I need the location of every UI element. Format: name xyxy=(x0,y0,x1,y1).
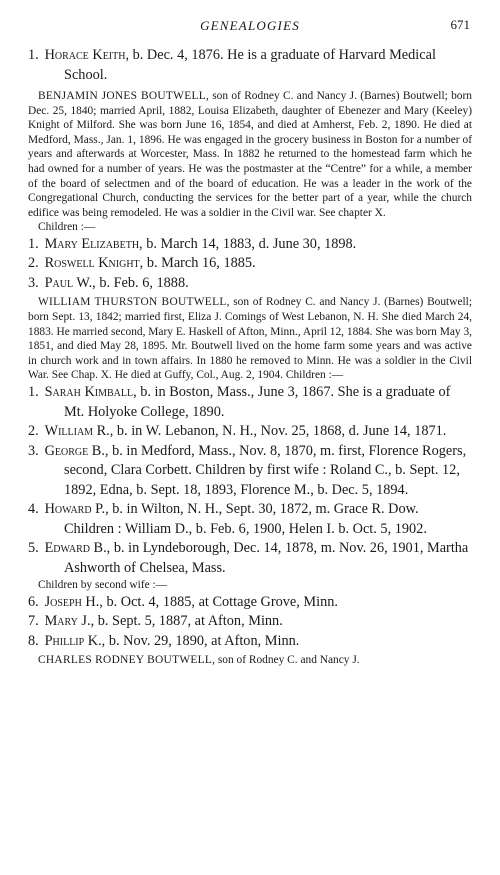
biography-william xyxy=(28,295,472,383)
child-details: B., b. in Lyndeborough, Dec. 14, 1878, m. Nov. 26, 1901, Martha Ashworth of Chelsea, Mass. xyxy=(64,540,469,576)
biography-charles xyxy=(28,653,472,668)
entry-number: 3. xyxy=(28,274,39,291)
child-entry xyxy=(28,442,472,501)
children-label: Children by second wife :— xyxy=(38,579,168,591)
child-name: Sarah Kimball xyxy=(44,384,134,400)
child-details: J., b. Sept. 5, 1887, at Afton, Minn. xyxy=(77,613,283,630)
child-details: B., b. in Medford, Mass., Nov. 8, 1870, m. first, Florence Rogers, second, Clara Corbett. Children by first wife : Roland C., b. Sept. 12, 1892, Edna, b. Sept. 18, 1893, Florence M., b. Dec. 5, 1894. xyxy=(64,442,467,498)
child-details: K., b. Nov. 29, 1890, at Afton, Minn. xyxy=(84,632,300,649)
biography-text: , son of Rodney C. and Nancy J. (Barnes) Boutwell; born Dec. 25, 1840; married April, 1882, Louisa Elizabeth, daughter of Ebenezer and Mary (Keeley) Knight of Milford. She was born June 16, 1854, and died at Amherst, Feb. 2, 1890. He died at Medford, Mass., Jan. 1, 1896. He was engaged in the grocery business in Boston for a number of years and afterwards at Worcester, Mass. In 1882 he returned to the homestead farm which he had owned for a number of years. He was the postmaster at the “Centre” for a while, a member of the board of selectmen and of the board of education. He was a leader in the work of the Congregational Church, conducting the services for the better part of a year, while the church edifice was being remodeled. He was a soldier in the Civil war. See chapter X. xyxy=(28,90,472,219)
entry-number: 7. xyxy=(28,613,39,630)
child-entry xyxy=(28,632,472,652)
child-entry xyxy=(28,383,472,422)
entry-number: 2. xyxy=(28,255,39,272)
child-name: Horace Keith xyxy=(44,47,126,63)
child-details: R., b. in W. Lebanon, N. H., Nov. 25, 1868, d. June 14, 1871. xyxy=(93,423,447,439)
child-details: H., b. Oct. 4, 1885, at Cottage Grove, Minn. xyxy=(81,593,338,610)
child-entry xyxy=(28,500,472,539)
biography-benjamin xyxy=(28,89,472,220)
child-name: Roswell Knight xyxy=(44,255,140,272)
child-name: Joseph xyxy=(44,593,82,610)
child-name: George xyxy=(44,442,89,459)
child-name: Phillip xyxy=(44,632,85,649)
child-details: P., b. in Wilton, N. H., Sept. 30, 1872, m. Grace R. Dow. Children : William D., b. Feb. 6, 1900, Helen I. b. Oct. 5, 1902. xyxy=(64,501,427,537)
child-entry xyxy=(28,235,472,255)
entry-number: 1. xyxy=(28,47,39,63)
page-header xyxy=(0,16,500,36)
person-name: WILLIAM THURSTON BOUTWELL xyxy=(38,296,227,309)
running-title: GENEALOGIES xyxy=(200,18,300,33)
child-details: W., b. Feb. 6, 1888. xyxy=(73,274,189,291)
child-details: , b. Dec. 4, 1876. He is a graduate of Harvard Medical School. xyxy=(64,47,436,83)
page-number: 671 xyxy=(450,17,470,32)
child-name: Howard xyxy=(44,501,92,517)
child-name: Edward xyxy=(44,540,90,556)
child-name: Paul xyxy=(44,274,74,291)
child-entry xyxy=(28,422,472,442)
entry-number: 4. xyxy=(28,501,39,517)
child-entry xyxy=(28,539,472,578)
entry-number: 3. xyxy=(28,442,39,459)
child-entry xyxy=(28,612,472,632)
child-name: Mary Elizabeth xyxy=(44,235,140,252)
entry-number: 2. xyxy=(28,423,39,439)
entry-number: 6. xyxy=(28,593,39,610)
child-entry xyxy=(28,46,472,85)
entry-number: 5. xyxy=(28,540,39,556)
child-entry xyxy=(28,274,472,294)
children-label: Children :— xyxy=(38,221,96,234)
entry-number: 8. xyxy=(28,632,39,649)
child-name: William xyxy=(44,423,94,439)
person-name: CHARLES RODNEY BOUTWELL xyxy=(38,654,213,667)
entry-number: 1. xyxy=(28,235,39,252)
child-name: Mary xyxy=(44,613,78,630)
biography-text: , son of Rodney C. and Nancy J. xyxy=(212,654,360,667)
child-entry xyxy=(28,254,472,274)
child-details: , b. March 16, 1885. xyxy=(139,255,256,272)
page-content xyxy=(28,46,472,668)
person-name: BENJAMIN JONES BOUTWELL xyxy=(38,90,206,102)
child-entry xyxy=(28,593,472,613)
child-details: , b. in Boston, Mass., June 3, 1867. She is a graduate of Mt. Holyoke College, 1890. xyxy=(64,384,451,420)
child-details: , b. March 14, 1883, d. June 30, 1898. xyxy=(139,235,357,252)
entry-number: 1. xyxy=(28,384,39,400)
biography-text: , son of Rodney C. and Nancy J. (Barnes) Boutwell; born Sept. 13, 1842; married first, Eliza J. Comings of West Lebanon, N. H. She died March 24, 1883. He married second, Mary E. Haskell of Afton, Minn., April 12, 1884. She was born May 3, 1851, and died May 28, 1895. Mr. Boutwell lived on the home farm some years and was active in church work and in town affairs. In 1880 he removed to Minn. He was a soldier in the Civil War. See Chap. X. He died at Guffy, Col., Aug. 2, 1904. Children :— xyxy=(28,296,472,382)
